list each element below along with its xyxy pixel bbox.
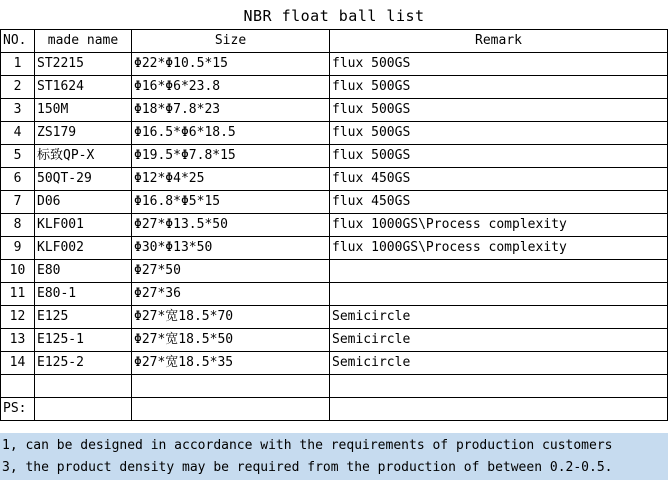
table-row (1, 306, 668, 329)
header-remark[interactable]: Remark (330, 30, 668, 53)
row-size[interactable]: Φ27*宽18.5*35 (132, 352, 330, 375)
row-remark[interactable]: flux 500GS (330, 99, 668, 122)
header-size[interactable]: Size (132, 30, 330, 53)
float-ball-table (0, 29, 668, 421)
row-made-name[interactable]: ST1624 (35, 76, 132, 99)
table-row (1, 214, 668, 237)
note-line[interactable]: 3, the product density may be required from the production of between 0.2-0.5. (2, 460, 613, 475)
cell[interactable] (1, 375, 35, 398)
row-remark[interactable]: flux 450GS (330, 191, 668, 214)
row-remark[interactable]: Semicircle (330, 329, 668, 352)
row-no[interactable]: 14 (1, 352, 35, 375)
cell[interactable] (132, 375, 330, 398)
row-made-name[interactable]: E80-1 (35, 283, 132, 306)
row-size[interactable]: Φ16*Φ6*23.8 (132, 76, 330, 99)
row-no[interactable]: 12 (1, 306, 35, 329)
ps-row (1, 398, 668, 421)
row-no[interactable]: 11 (1, 283, 35, 306)
table-row (1, 168, 668, 191)
notes-band (0, 433, 668, 480)
row-no[interactable]: 8 (1, 214, 35, 237)
row-remark[interactable]: flux 500GS (330, 76, 668, 99)
row-remark[interactable]: flux 500GS (330, 122, 668, 145)
table-row (1, 352, 668, 375)
table-row (1, 122, 668, 145)
table-row (1, 283, 668, 306)
row-size[interactable]: Φ19.5*Φ7.8*15 (132, 145, 330, 168)
row-no[interactable]: 10 (1, 260, 35, 283)
row-size[interactable]: Φ27*Φ13.5*50 (132, 214, 330, 237)
cell[interactable] (35, 398, 132, 421)
row-remark[interactable] (330, 260, 668, 283)
row-remark[interactable] (330, 283, 668, 306)
row-remark[interactable]: flux 450GS (330, 168, 668, 191)
ps-label[interactable]: PS: (1, 398, 35, 421)
header-made-name[interactable]: made name (35, 30, 132, 53)
blank-row (1, 375, 668, 398)
row-size[interactable]: Φ16.5*Φ6*18.5 (132, 122, 330, 145)
row-no[interactable]: 3 (1, 99, 35, 122)
row-no[interactable]: 13 (1, 329, 35, 352)
table-row (1, 329, 668, 352)
row-made-name[interactable]: ST2215 (35, 53, 132, 76)
row-no[interactable]: 9 (1, 237, 35, 260)
row-no[interactable]: 4 (1, 122, 35, 145)
table-row (1, 53, 668, 76)
cell[interactable] (330, 375, 668, 398)
row-remark[interactable]: flux 1000GS\Process complexity (330, 214, 668, 237)
row-no[interactable]: 5 (1, 145, 35, 168)
row-made-name[interactable]: ZS179 (35, 122, 132, 145)
table-row (1, 145, 668, 168)
table-row (1, 237, 668, 260)
row-size[interactable]: Φ12*Φ4*25 (132, 168, 330, 191)
cell[interactable] (132, 398, 330, 421)
row-made-name[interactable]: E80 (35, 260, 132, 283)
row-made-name[interactable]: E125-1 (35, 329, 132, 352)
table-row (1, 260, 668, 283)
note-line[interactable]: 1, can be designed in accordance with the requirements of production customers (2, 438, 613, 453)
row-made-name[interactable]: D06 (35, 191, 132, 214)
row-no[interactable]: 7 (1, 191, 35, 214)
row-size[interactable]: Φ18*Φ7.8*23 (132, 99, 330, 122)
table-row (1, 99, 668, 122)
row-made-name[interactable]: E125-2 (35, 352, 132, 375)
row-size[interactable]: Φ27*36 (132, 283, 330, 306)
row-size[interactable]: Φ30*Φ13*50 (132, 237, 330, 260)
row-size[interactable]: Φ16.8*Φ5*15 (132, 191, 330, 214)
row-no[interactable]: 2 (1, 76, 35, 99)
row-remark[interactable]: flux 500GS (330, 145, 668, 168)
row-size[interactable]: Φ27*50 (132, 260, 330, 283)
table-row (1, 76, 668, 99)
header-row (1, 30, 668, 53)
row-made-name[interactable]: E125 (35, 306, 132, 329)
cell[interactable] (35, 375, 132, 398)
row-no[interactable]: 1 (1, 53, 35, 76)
row-size[interactable]: Φ27*宽18.5*50 (132, 329, 330, 352)
row-remark[interactable]: flux 1000GS\Process complexity (330, 237, 668, 260)
row-made-name[interactable]: 150M (35, 99, 132, 122)
row-remark[interactable]: Semicircle (330, 306, 668, 329)
table-row (1, 191, 668, 214)
row-made-name[interactable]: KLF002 (35, 237, 132, 260)
row-made-name[interactable]: 50QT-29 (35, 168, 132, 191)
row-size[interactable]: Φ27*宽18.5*70 (132, 306, 330, 329)
row-remark[interactable]: Semicircle (330, 352, 668, 375)
row-made-name[interactable]: 标致QP-X (35, 145, 132, 168)
sheet-title: NBR float ball list (243, 7, 425, 25)
row-size[interactable]: Φ22*Φ10.5*15 (132, 53, 330, 76)
header-no[interactable]: NO. (1, 30, 35, 53)
row-remark[interactable]: flux 500GS (330, 53, 668, 76)
cell[interactable] (330, 398, 668, 421)
row-no[interactable]: 6 (1, 168, 35, 191)
row-made-name[interactable]: KLF001 (35, 214, 132, 237)
